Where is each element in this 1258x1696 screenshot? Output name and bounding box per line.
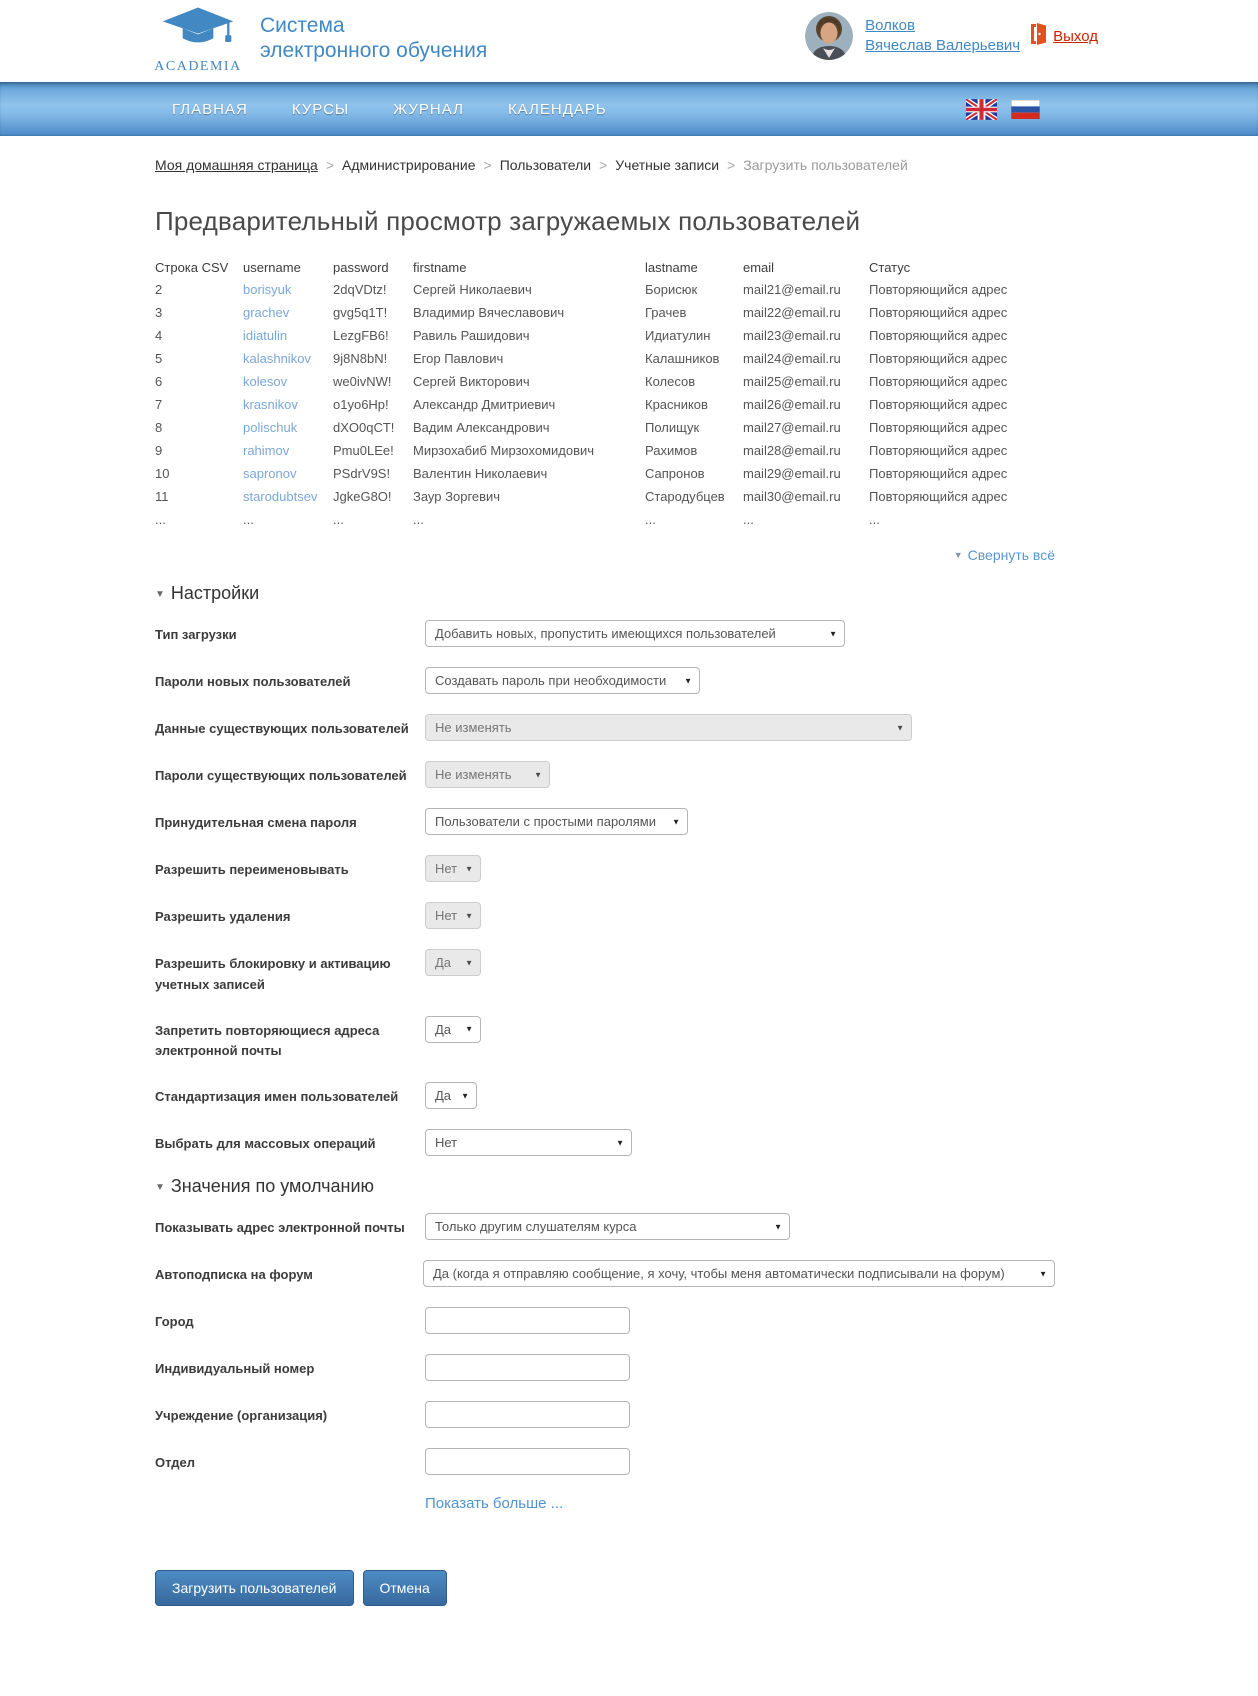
table-cell: Повторяющийся адрес	[869, 443, 1008, 458]
table-cell: LezgFB6!	[333, 328, 389, 343]
username-link[interactable]: grachev	[243, 305, 290, 320]
table-cell: Александр Дмитриевич	[413, 397, 556, 412]
form-row	[155, 1448, 1055, 1475]
table-row	[155, 508, 1045, 531]
table-header-row	[155, 257, 1045, 278]
column-header: username	[243, 260, 301, 275]
show-more	[425, 1495, 1055, 1512]
chevron-down-icon: ▼	[672, 817, 680, 826]
username-link[interactable]: krasnikov	[243, 397, 298, 412]
table-cell: ...	[869, 512, 880, 527]
main-nav	[0, 82, 1258, 136]
graduation-cap-icon	[159, 6, 237, 52]
table-cell: mail22@email.ru	[743, 305, 841, 320]
form-row	[155, 1307, 1055, 1334]
table-row	[155, 393, 1045, 416]
bulk-operations-select[interactable]	[425, 1129, 632, 1156]
form-row	[155, 1129, 1055, 1156]
settings-section	[155, 583, 1055, 1156]
table-cell: Валентин Николаевич	[413, 466, 548, 481]
field-label: Индивидуальный номер	[155, 1361, 315, 1377]
table-cell	[243, 439, 333, 462]
form-row	[155, 667, 1055, 694]
preview-table	[155, 257, 1045, 531]
column-header: Строка CSV	[155, 260, 229, 275]
breadcrumb-separator: >	[325, 157, 334, 173]
select-value: Не изменять	[435, 720, 512, 735]
table-cell: Колесов	[645, 374, 696, 389]
username-link[interactable]: starodubtsev	[243, 489, 318, 504]
field-label: Данные существующих пользователей	[155, 721, 409, 736]
brand-title: Система электронного обучения	[260, 14, 488, 62]
field-label: Отдел	[155, 1455, 196, 1471]
chevron-down-icon: ▼	[1039, 1269, 1047, 1279]
table-cell: Повторяющийся адрес	[869, 328, 1008, 343]
collapse-all	[155, 547, 1055, 563]
user-profile-link[interactable]	[865, 16, 1020, 56]
brand-logo[interactable]	[152, 6, 487, 75]
form-row	[155, 1354, 1055, 1381]
table-cell: ...	[645, 512, 656, 527]
table-cell: 10	[155, 466, 170, 481]
table-cell: 5	[155, 351, 163, 366]
lang-en-flag[interactable]	[966, 99, 997, 120]
existing-user-details-select	[425, 714, 912, 741]
chevron-down-icon: ▼	[465, 958, 473, 967]
table-cell: Калашников	[645, 351, 720, 366]
table-cell: Заур Зоргевич	[413, 489, 501, 504]
show-more-link[interactable]: Показать больше ...	[425, 1495, 564, 1513]
breadcrumb	[155, 136, 1055, 173]
table-cell: Повторяющийся адрес	[869, 489, 1008, 504]
form-row	[155, 902, 1055, 929]
form-row	[155, 1401, 1055, 1428]
field-label: Стандартизация имен пользователей	[155, 1089, 399, 1105]
form-row	[155, 620, 1055, 647]
table-cell	[243, 347, 333, 370]
table-cell: ...	[743, 512, 754, 527]
field-label: Тип загрузки	[155, 627, 237, 642]
table-cell: 7	[155, 397, 163, 412]
table-cell: Егор Павлович	[413, 351, 504, 366]
table-cell: Повторяющийся адрес	[869, 305, 1008, 320]
table-row	[155, 370, 1045, 393]
table-cell: mail27@email.ru	[743, 420, 841, 435]
table-cell: ...	[413, 512, 424, 527]
select-value: Да	[435, 1088, 452, 1104]
table-cell: dXO0qCT!	[333, 420, 395, 435]
table-cell: ...	[155, 512, 166, 527]
select-value: Только другим слушателям курса	[435, 1219, 637, 1235]
form-row	[155, 1260, 1055, 1287]
table-cell: Повторяющийся адрес	[869, 466, 1008, 481]
chevron-down-icon: ▼	[616, 1138, 624, 1148]
force-password-change-select[interactable]	[425, 808, 688, 835]
field-label: Принудительная смена пароля	[155, 815, 357, 830]
table-cell: we0ivNW!	[333, 374, 392, 389]
table-row	[155, 439, 1045, 462]
table-cell: Сергей Николаевич	[413, 282, 532, 297]
select-value: Нет	[435, 1135, 458, 1151]
username-link[interactable]: idiatulin	[243, 328, 288, 343]
page-title: Предварительный просмотр загружаемых пользователей	[155, 206, 861, 236]
breadcrumb-separator: >	[727, 157, 736, 173]
table-cell: mail26@email.ru	[743, 397, 841, 412]
table-cell: 6	[155, 374, 163, 389]
site-header	[0, 0, 1258, 82]
form-actions	[155, 1570, 1055, 1696]
logout-door-icon	[1030, 23, 1047, 50]
form-row	[155, 1213, 1055, 1240]
table-cell	[243, 370, 333, 393]
chevron-down-icon: ▼	[465, 1024, 473, 1034]
nav-item-calendar[interactable]: КАЛЕНДАРЬ	[507, 100, 607, 118]
table-cell: Сапронов	[645, 466, 705, 481]
nav-item-journal[interactable]: ЖУРНАЛ	[393, 100, 464, 118]
table-cell: o1yo6Hp!	[333, 397, 389, 412]
user-area	[805, 12, 1098, 60]
allow-deletes-select	[425, 902, 481, 929]
field-label: Разрешить переименовывать	[155, 862, 349, 877]
table-cell: mail21@email.ru	[743, 282, 841, 297]
breadcrumb-item[interactable]: Моя домашняя страница	[155, 157, 318, 173]
select-value: Да	[435, 1021, 452, 1037]
table-cell: 11	[155, 489, 169, 504]
user-photo	[805, 12, 853, 60]
username-link[interactable]: kalashnikov	[243, 351, 311, 366]
table-cell: mail25@email.ru	[743, 374, 841, 389]
city-input[interactable]	[425, 1307, 630, 1334]
username-link[interactable]: rahimov	[243, 443, 290, 458]
table-cell: gvg5q1T!	[333, 305, 388, 320]
form-row	[155, 1016, 1055, 1063]
field-label: Выбрать для массовых операций	[155, 1136, 376, 1152]
table-cell: mail30@email.ru	[743, 489, 841, 504]
prevent-duplicate-emails-select[interactable]	[425, 1016, 481, 1043]
table-cell: Pmu0LEe!	[333, 443, 394, 458]
allow-suspend-select	[425, 949, 481, 976]
chevron-down-icon: ▼	[465, 864, 473, 873]
chevron-down-icon: ▼	[953, 550, 963, 560]
table-cell	[243, 485, 333, 508]
breadcrumb-item: Загрузить пользователей	[743, 157, 908, 173]
table-cell: Владимир Вячеславович	[413, 305, 565, 320]
allow-renames-select	[425, 855, 481, 882]
table-row	[155, 278, 1045, 301]
table-row	[155, 416, 1045, 439]
field-label: Разрешить удаления	[155, 909, 291, 924]
column-header: firstname	[413, 260, 467, 275]
form-row	[155, 714, 1055, 741]
table-cell: Повторяющийся адрес	[869, 420, 1008, 435]
field-label: Пароли новых пользователей	[155, 674, 351, 689]
email-display-select[interactable]	[425, 1213, 790, 1240]
table-cell	[243, 278, 333, 301]
table-cell: Сергей Викторович	[413, 374, 530, 389]
nav-item-courses[interactable]: КУРСЫ	[291, 100, 350, 118]
user-lastname: Волков	[865, 17, 915, 34]
chevron-down-icon: ▼	[684, 676, 692, 685]
select-value: Добавить новых, пропустить имеющихся пользователей	[435, 626, 776, 641]
table-cell: 8	[155, 420, 163, 435]
username-link[interactable]: sapronov	[243, 466, 297, 481]
breadcrumb-item[interactable]: Пользователи	[499, 157, 592, 173]
defaults-section	[155, 1176, 1055, 1475]
chevron-down-icon: ▼	[829, 629, 837, 638]
table-cell: 4	[155, 328, 163, 343]
chevron-down-icon: ▼	[896, 723, 904, 732]
table-cell: Стародубцев	[645, 489, 725, 504]
brand-name: ACADEMIA	[154, 59, 242, 74]
table-row	[155, 462, 1045, 485]
table-cell	[243, 393, 333, 416]
logout-link[interactable]: Выход	[1053, 27, 1098, 45]
table-cell: 2dqVDtz!	[333, 282, 387, 297]
table-row	[155, 324, 1045, 347]
select-value: Да	[435, 955, 452, 970]
cancel-button[interactable]: Отмена	[363, 1570, 447, 1606]
table-cell: Повторяющийся адрес	[869, 374, 1008, 389]
username-link[interactable]: borisyuk	[243, 282, 292, 297]
table-cell	[243, 324, 333, 347]
institution-input[interactable]	[425, 1401, 630, 1428]
table-row	[155, 301, 1045, 324]
existing-user-password-select	[425, 761, 550, 788]
lang-ru-flag[interactable]	[1011, 100, 1040, 119]
username-link[interactable]: kolesov	[243, 374, 288, 389]
column-header: Статус	[869, 260, 911, 275]
table-cell: PSdrV9S!	[333, 466, 391, 481]
select-value: Нет	[435, 908, 458, 923]
idnumber-input[interactable]	[425, 1354, 630, 1381]
field-label: Пароли существующих пользователей	[155, 768, 407, 783]
table-cell: mail29@email.ru	[743, 466, 841, 481]
chevron-down-icon: ▼	[534, 770, 542, 779]
department-input[interactable]	[425, 1448, 630, 1475]
avatar[interactable]	[805, 12, 853, 60]
select-value: Пользователи с простыми паролями	[435, 814, 656, 829]
table-cell: ...	[243, 512, 254, 527]
table-cell: Полищук	[645, 420, 700, 435]
field-label: Автоподписка на форум	[155, 1267, 313, 1283]
field-label: Учреждение (организация)	[155, 1408, 328, 1424]
table-cell	[243, 462, 333, 485]
chevron-down-icon: ▼	[155, 589, 165, 600]
column-header: email	[743, 260, 775, 275]
table-cell: Борисюк	[645, 282, 698, 297]
table-cell: ...	[333, 512, 344, 527]
collapse-all-link[interactable]: ▼ Свернуть всё	[953, 547, 1055, 563]
table-cell	[243, 301, 333, 324]
form-row	[155, 855, 1055, 882]
table-cell: Рахимов	[645, 443, 698, 458]
table-cell: mail28@email.ru	[743, 443, 841, 458]
settings-section-header[interactable]: ▼ Настройки	[155, 583, 260, 603]
table-cell: JgkeG8O!	[333, 489, 392, 504]
table-cell: Идиатулин	[645, 328, 711, 343]
upload-users-button[interactable]: Загрузить пользователей	[155, 1570, 354, 1606]
table-cell	[243, 416, 333, 439]
breadcrumb-separator: >	[599, 157, 608, 173]
column-header: lastname	[645, 260, 698, 275]
form-row	[155, 1082, 1055, 1109]
form-row	[155, 808, 1055, 835]
username-link[interactable]: polischuk	[243, 420, 298, 435]
select-value: Нет	[435, 861, 458, 876]
select-value: Да (когда я отправляю сообщение, я хочу, чтобы меня автоматически подписывали на форум)	[433, 1266, 1005, 1282]
table-cell: Равиль Рашидович	[413, 328, 530, 343]
field-label: Город	[155, 1314, 194, 1330]
field-label: Разрешить блокировку и активацию учетных записей	[155, 956, 391, 992]
user-firstname: Вячеслав Валерьевич	[865, 37, 1021, 54]
table-cell: Повторяющийся адрес	[869, 351, 1008, 366]
new-user-password-select[interactable]	[425, 667, 700, 694]
table-cell: Повторяющийся адрес	[869, 282, 1008, 297]
table-cell: Мирзохабиб Мирзохомидович	[413, 443, 595, 458]
field-label: Показывать адрес электронной почты	[155, 1220, 405, 1236]
select-value: Создавать пароль при необходимости	[435, 673, 667, 688]
table-cell: 2	[155, 282, 163, 297]
chevron-down-icon: ▼	[461, 1091, 469, 1101]
language-switcher	[966, 82, 1040, 136]
chevron-down-icon: ▼	[774, 1222, 782, 1232]
table-cell: 9j8N8bN!	[333, 351, 388, 366]
breadcrumb-item[interactable]: Администрирование	[342, 157, 476, 173]
standardise-usernames-select[interactable]	[425, 1082, 477, 1109]
nav-item-home[interactable]: ГЛАВНАЯ	[172, 100, 248, 118]
table-row	[155, 347, 1045, 370]
table-cell: Грачев	[645, 305, 687, 320]
table-cell: mail23@email.ru	[743, 328, 841, 343]
table-row	[155, 485, 1045, 508]
form-row	[155, 761, 1055, 788]
table-cell: mail24@email.ru	[743, 351, 841, 366]
field-label: Запретить повторяющиеся адреса электронной почты	[155, 1022, 380, 1059]
forum-autosubscribe-select[interactable]	[423, 1260, 1055, 1287]
nav-items	[172, 101, 607, 118]
chevron-down-icon: ▼	[155, 1182, 165, 1194]
table-cell: 3	[155, 305, 163, 320]
table-cell: Повторяющийся адрес	[869, 397, 1008, 412]
form-row	[155, 949, 1055, 996]
table-cell: Красников	[645, 397, 708, 412]
table-cell: 9	[155, 443, 163, 458]
breadcrumb-separator: >	[483, 157, 492, 173]
select-value: Не изменять	[435, 767, 512, 782]
chevron-down-icon: ▼	[465, 911, 473, 920]
breadcrumb-item[interactable]: Учетные записи	[615, 157, 720, 173]
defaults-section-header[interactable]: ▼ Значения по умолчанию	[155, 1176, 375, 1197]
upload-type-select[interactable]	[425, 620, 845, 647]
table-cell: Вадим Александрович	[413, 420, 550, 435]
column-header: password	[333, 260, 389, 275]
